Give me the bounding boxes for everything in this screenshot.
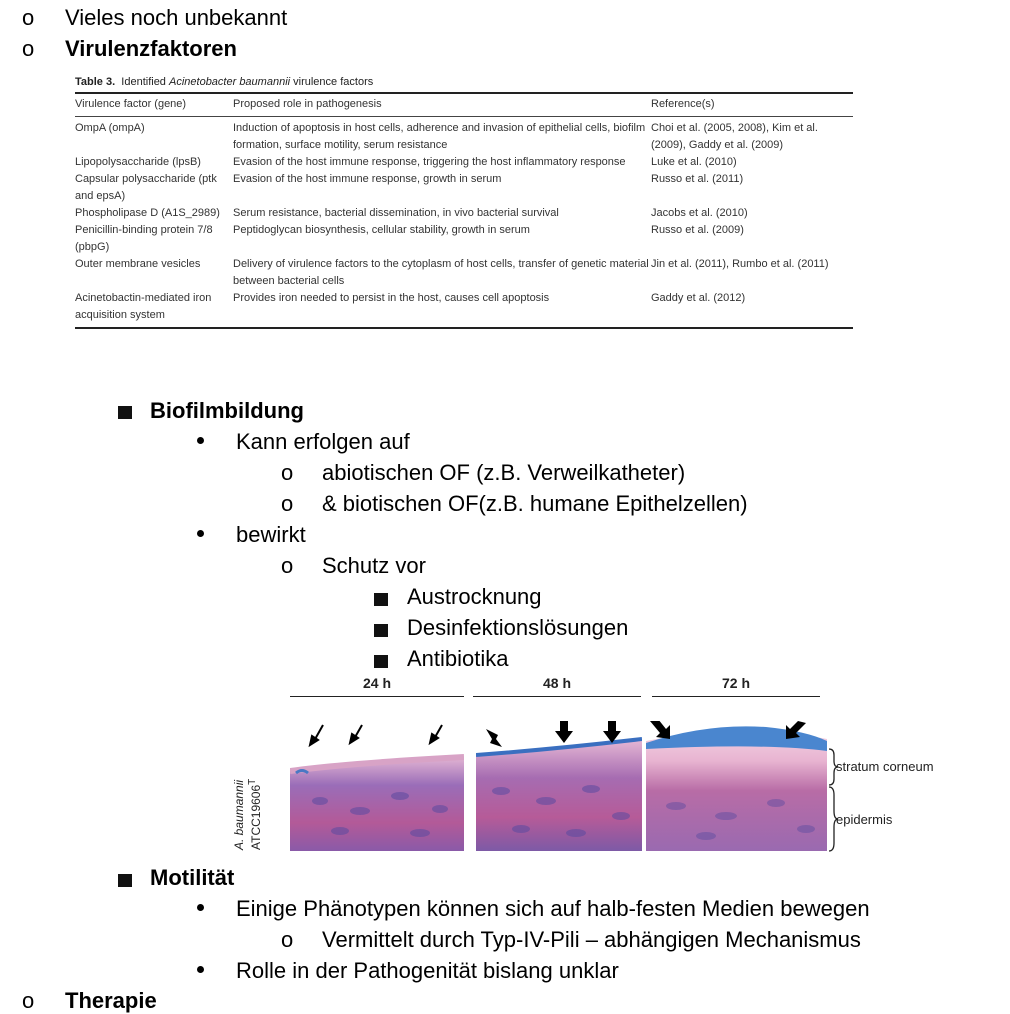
item-therapie: Therapie bbox=[65, 988, 157, 1013]
square-bullet bbox=[374, 655, 388, 668]
table-cell: Evasion of the host immune response, triggering the host inflammatory response bbox=[233, 156, 626, 168]
table-cell: Choi et al. (2005, 2008), Kim et al. (2009), Gaddy et al. (2009) bbox=[651, 122, 818, 151]
abiotic-item: abiotischen OF (z.B. Verweilkatheter) bbox=[322, 460, 686, 485]
time-label-48h: 48 h bbox=[542, 675, 571, 691]
table-row bbox=[75, 171, 853, 205]
table-cell: Gaddy et al. (2012) bbox=[651, 292, 746, 304]
protect-austrocknung: Austrocknung bbox=[407, 584, 542, 609]
table-cell: Phospholipase D (A1S_2989) bbox=[75, 207, 220, 219]
table-row bbox=[75, 205, 853, 222]
label-stratum-corneum: stratum corneum bbox=[836, 759, 934, 774]
table-row bbox=[75, 120, 853, 154]
histology-figure bbox=[232, 675, 952, 860]
bullet-o: o bbox=[22, 36, 35, 61]
dot-bullet bbox=[197, 437, 204, 444]
bullet-o: o bbox=[281, 491, 294, 516]
table-cell: Delivery of virulence factors to the cytoplasm of host cells, transfer of genetic material between bacterial cells bbox=[233, 258, 649, 287]
time-label-24h: 24 h bbox=[362, 675, 391, 691]
table-cell: Serum resistance, bacterial dissemination, in vivo bacterial survival bbox=[233, 207, 559, 219]
protect-antibiotika: Antibiotika bbox=[407, 646, 509, 671]
bullet-o: o bbox=[22, 988, 35, 1013]
square-bullet bbox=[118, 874, 132, 887]
table-cell: Capsular polysaccharide (ptk and epsA) bbox=[75, 173, 217, 202]
square-bullet bbox=[374, 624, 388, 637]
table-row bbox=[75, 290, 853, 324]
bullet-o: o bbox=[22, 5, 35, 30]
virulence-table bbox=[75, 76, 853, 329]
kann-erfolgen: Kann erfolgen auf bbox=[236, 429, 410, 454]
panel-72h bbox=[646, 721, 827, 851]
table-cell: Outer membrane vesicles bbox=[75, 258, 201, 270]
time-label-72h: 72 h bbox=[721, 675, 750, 691]
table-cell: Evasion of the host immune response, growth in serum bbox=[233, 173, 502, 185]
bullet-o: o bbox=[281, 553, 294, 578]
table-cell: Peptidoglycan biosynthesis, cellular stability, growth in serum bbox=[233, 224, 530, 236]
table-row bbox=[75, 256, 853, 290]
bullet-o: o bbox=[281, 927, 294, 952]
table-cell: Provides iron needed to persist in the host, causes cell apoptosis bbox=[233, 292, 550, 304]
motility-heading: Motilität bbox=[150, 865, 235, 890]
biotic-item: & biotischen OF(z.B. humane Epithelzellen) bbox=[322, 491, 748, 516]
table-header: Virulence factor (gene) Proposed role in pathogenesis Reference(s) bbox=[75, 98, 715, 110]
bullet-o: o bbox=[281, 460, 294, 485]
motility-line1: Einige Phänotypen können sich auf halb-festen Medien bewegen bbox=[236, 896, 870, 921]
dot-bullet bbox=[197, 530, 204, 537]
panel-24h bbox=[290, 721, 464, 851]
bewirkt: bewirkt bbox=[236, 522, 306, 547]
table-cell: Russo et al. (2009) bbox=[651, 224, 744, 236]
item-vieles: Vieles noch unbekannt bbox=[65, 5, 288, 30]
table-cell: Russo et al. (2011) bbox=[651, 173, 744, 185]
table-cell: Induction of apoptosis in host cells, adherence and invasion of epithelial cells, biofilm formation, surface motility, serum resistance bbox=[233, 122, 646, 151]
biofilm-heading: Biofilmbildung bbox=[150, 398, 304, 423]
table-cell: Acinetobactin-mediated iron acquisition system bbox=[75, 292, 212, 321]
schutz-vor: Schutz vor bbox=[322, 553, 426, 578]
table-caption: Table 3. Identified Acinetobacter baumannii virulence factors bbox=[75, 76, 374, 88]
table-cell: Penicillin-binding protein 7/8 (pbpG) bbox=[75, 224, 213, 253]
table-cell: Jacobs et al. (2010) bbox=[651, 207, 748, 219]
motility-line2: Vermittelt durch Typ-IV-Pili – abhängigen Mechanismus bbox=[322, 927, 861, 952]
protect-desinfektion: Desinfektionslösungen bbox=[407, 615, 629, 640]
dot-bullet bbox=[197, 966, 204, 973]
table-row bbox=[75, 222, 853, 256]
table-row bbox=[75, 154, 853, 171]
square-bullet bbox=[118, 406, 132, 419]
item-virulenzfaktoren: Virulenzfaktoren bbox=[65, 36, 237, 61]
dot-bullet bbox=[197, 904, 204, 911]
strain-label: A. baumannii $ATCC19606^T$ bbox=[232, 778, 263, 850]
table-cell: OmpA (ompA) bbox=[75, 122, 145, 134]
square-bullet bbox=[374, 593, 388, 606]
motility-line3: Rolle in der Pathogenität bislang unklar bbox=[236, 958, 619, 983]
table-cell: Luke et al. (2010) bbox=[651, 156, 737, 168]
label-epidermis: epidermis bbox=[836, 812, 893, 827]
panel-48h bbox=[476, 721, 642, 851]
table-cell: Lipopolysaccharide (lpsB) bbox=[75, 156, 201, 168]
table-cell: Jin et al. (2011), Rumbo et al. (2011) bbox=[651, 258, 829, 270]
